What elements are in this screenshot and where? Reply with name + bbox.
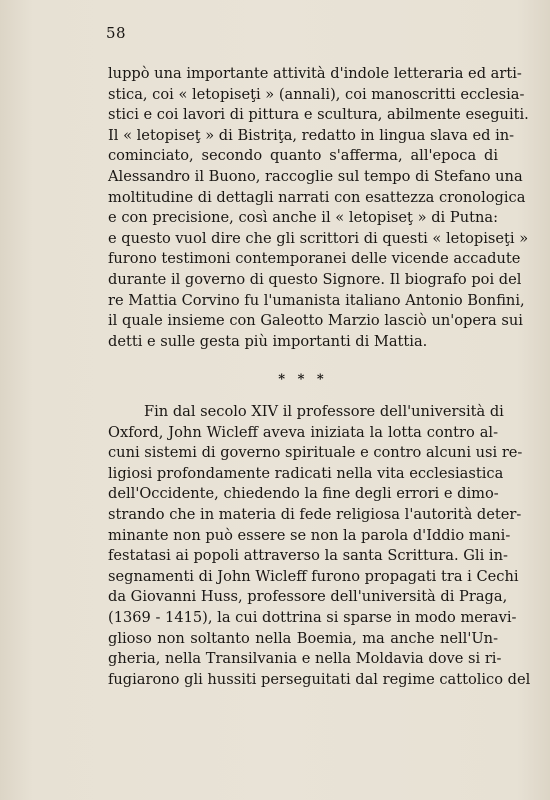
- text-line: Fin dal secolo XIV il professore dell'università di: [144, 403, 504, 420]
- text-line: e questo vuol dire che gli scrittori di questi « letopiseţi »: [108, 229, 529, 247]
- text-line: e con precisione, così anche il « letopiseţ » di Putna:: [108, 209, 498, 227]
- page-number: 58: [106, 24, 127, 42]
- text-line: fugiarono gli hussiti perseguitati dal regime cattolico del: [108, 670, 531, 688]
- text-line: Alessandro il Buono, raccoglie sul tempo di Stefano una: [108, 167, 523, 185]
- text-line: minante non può essere se non la parola d'Iddio mani-: [108, 526, 511, 544]
- text-line: ligiosi profondamente radicati nella vita ecclesiastica: [108, 464, 504, 482]
- text-line: furono testimoni contemporanei delle vicende accadute: [108, 250, 521, 268]
- text-line: durante il governo di questo Signore. Il biografo poi del: [108, 270, 522, 288]
- text-line: festatasi ai popoli attraverso la santa Scrittura. Gli in-: [108, 547, 508, 565]
- text-line: stica, coi « letopiseţi » (annali), coi manoscritti ecclesia-: [108, 85, 525, 103]
- paragraph-1: [108, 64, 529, 352]
- text-line: re Mattia Corvino fu l'umanista italiano Antonio Bonfini,: [108, 291, 525, 309]
- text-line: da Giovanni Huss, professore dell'università di Praga,: [108, 588, 508, 606]
- text-line: (1369 - 1415), la cui dottrina si sparse in modo meravi-: [108, 608, 517, 626]
- paragraph-2: [108, 402, 531, 690]
- text-line: segnamenti di John Wicleff furono propagati tra i Cechi: [108, 567, 519, 585]
- text-line: cuni sistemi di governo spirituale e contro alcuni usi re-: [108, 444, 523, 462]
- text-line: strando che in materia di fede religiosa l'autorità deter-: [108, 505, 522, 523]
- text-line: dell'Occidente, chiedendo la fine degli errori e dimo-: [108, 485, 499, 503]
- text-line: stici e coi lavori di pittura e scultura, abilmente eseguiti.: [108, 106, 529, 124]
- text-line: Il « letopiseţ » di Bistriţa, redatto in lingua slava ed in-: [108, 126, 515, 144]
- text-line: gheria, nella Transilvania e nella Moldavia dove si ri-: [108, 650, 502, 668]
- text-line: detti e sulle gesta più importanti di Mattia.: [108, 332, 428, 350]
- text-line: Oxford, John Wicleff aveva iniziata la lotta contro al-: [108, 423, 498, 441]
- section-separator: * * *: [278, 372, 328, 387]
- text-line: il quale insieme con Galeotto Marzio lasciò un'opera sui: [108, 312, 523, 330]
- text-line: cominciato, secondo quanto s'afferma, all'epoca di: [108, 147, 498, 165]
- text-line: glioso non soltanto nella Boemia, ma anche nell'Un-: [108, 629, 498, 647]
- text-line: luppò una importante attività d'indole letteraria ed arti-: [108, 65, 522, 82]
- text-line: moltitudine di dettagli narrati con esattezza cronologica: [108, 188, 526, 206]
